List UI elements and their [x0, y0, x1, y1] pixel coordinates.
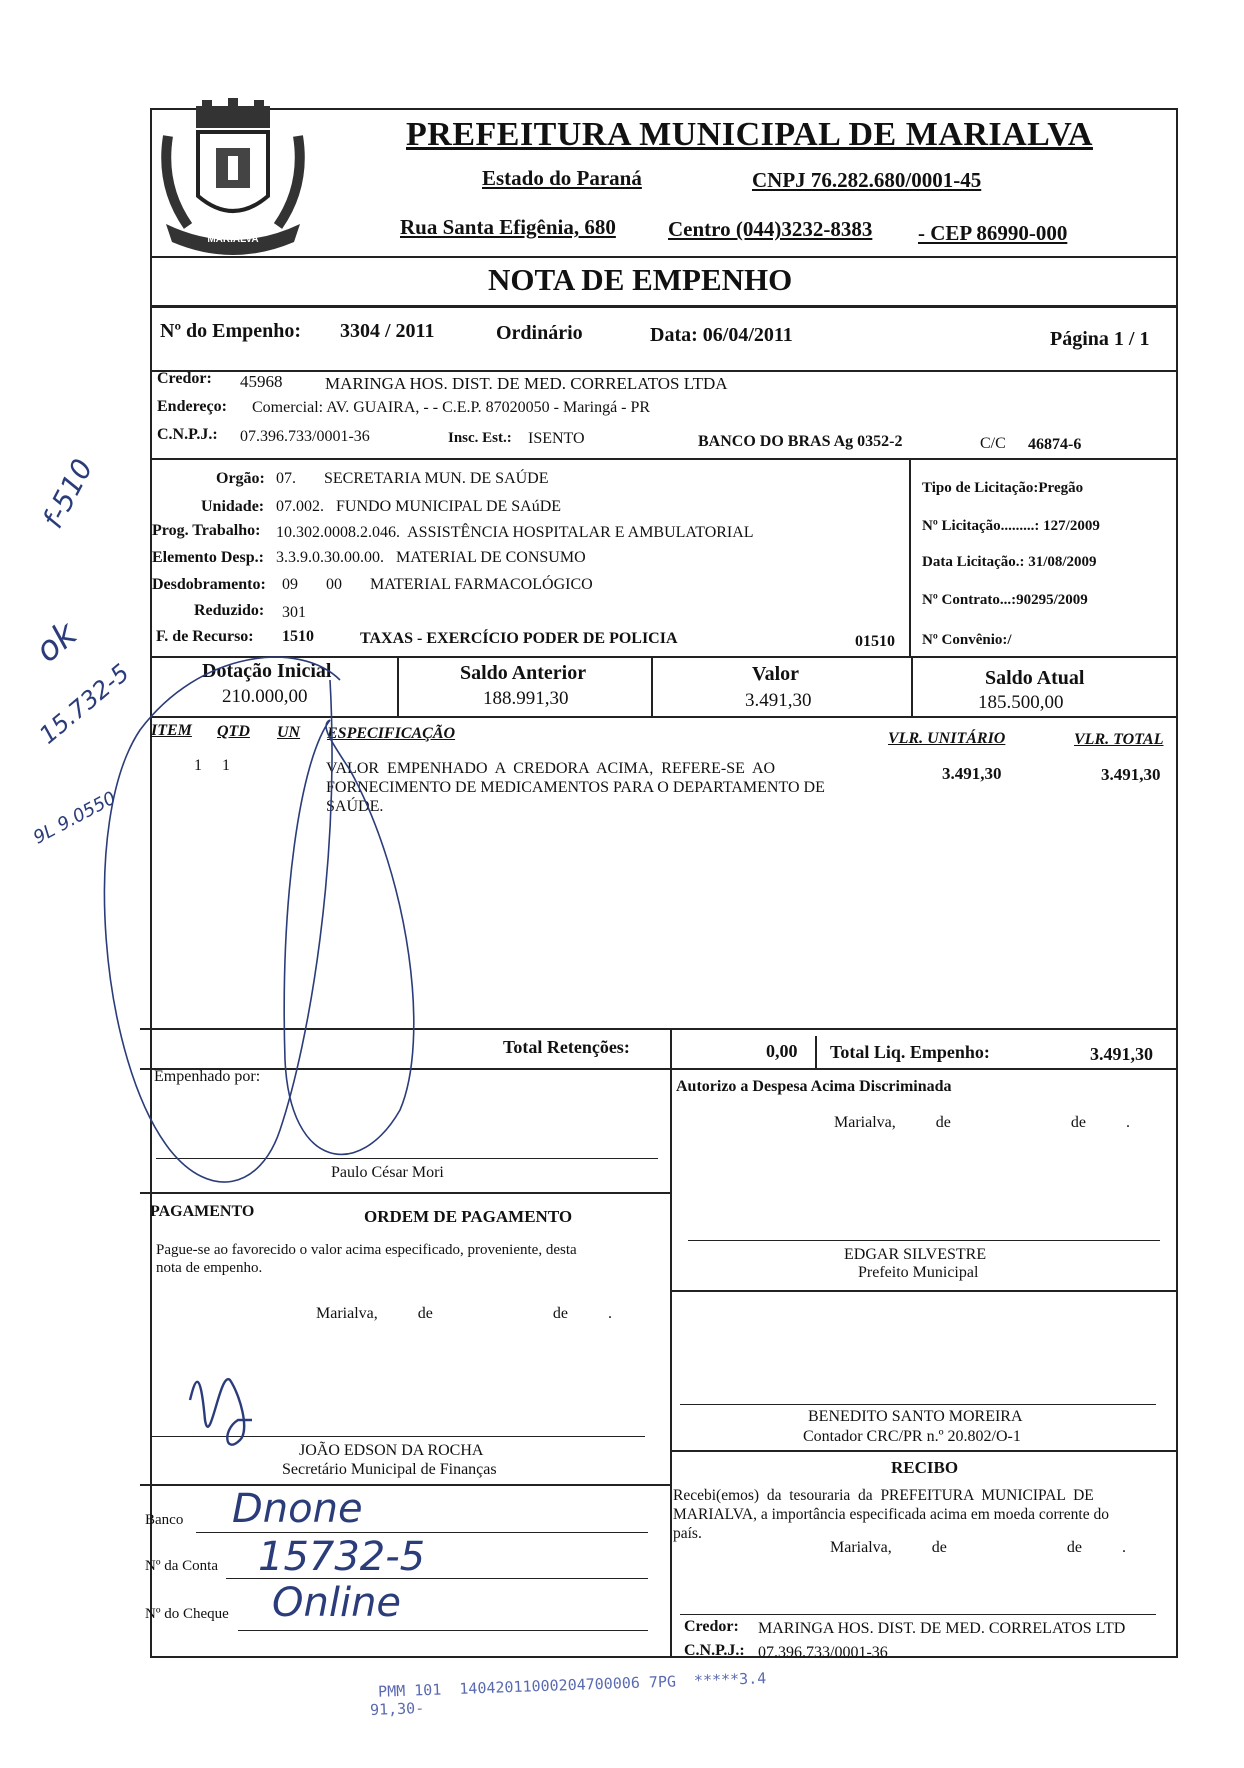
retencoes-value: 0,00: [766, 1041, 798, 1061]
conta-label: Nº da Conta: [145, 1558, 218, 1574]
empenhado-label: Empenhado por:: [154, 1068, 261, 1085]
secretario-role: Secretário Municipal de Finanças: [282, 1461, 497, 1478]
bank-stamp-line2: 91,30-: [369, 1699, 425, 1719]
prefeito-name: EDGAR SILVESTRE: [844, 1246, 987, 1263]
recibo-cnpj-label: C.N.P.J.:: [684, 1642, 745, 1659]
prefeito-role: Prefeito Municipal: [858, 1264, 979, 1281]
contador-role: Contador CRC/PR n.º 20.802/O-1: [803, 1428, 1021, 1445]
bank-info: BANCO DO BRAS Ag 0352-2: [698, 433, 903, 450]
valor-label: Valor: [752, 663, 800, 685]
desdobramento-value: 09 00 MATERIAL FARMACOLÓGICO: [282, 576, 593, 593]
reduzido-value: 301: [282, 604, 306, 621]
row-vlr-unitario: 3.491,30: [942, 764, 1002, 783]
row-qtd: 1: [222, 757, 230, 774]
retencoes-label: Total Retenções:: [503, 1037, 630, 1057]
col-especificacao: ESPECIFICAÇÃO: [327, 725, 456, 742]
col-un: UN: [277, 724, 301, 741]
credor-name: MARINGA HOS. DIST. DE MED. CORRELATOS LTDA: [325, 374, 728, 393]
crest-label: MARIALVA: [207, 234, 259, 245]
num-licitacao: Nº Licitação.........: 127/2009: [922, 518, 1100, 534]
secretario-signature: [190, 1379, 252, 1445]
recibo-line2: MARIALVA, a importância especificada acima em moeda corrente do: [673, 1506, 1109, 1523]
margin-note-3: 15.732-5: [34, 658, 135, 750]
num-convenio: Nº Convênio:/: [922, 632, 1012, 648]
col-item: ITEM: [151, 722, 192, 739]
recibo-title: RECIBO: [891, 1458, 959, 1477]
row-item: 1: [194, 757, 202, 774]
header-cnpj: CNPJ 76.282.680/0001-45: [752, 168, 982, 192]
contador-name: BENEDITO SANTO MOREIRA: [808, 1408, 1023, 1425]
desdobramento-label: Desdobramento:: [152, 576, 266, 593]
cc-value: 46874-6: [1028, 436, 1082, 453]
num-contrato: Nº Contrato...:90295/2009: [922, 592, 1088, 608]
saldo-anterior-value: 188.991,30: [483, 688, 569, 709]
banco-handwritten: Dnone: [232, 1486, 363, 1532]
banco-label: Banco: [145, 1512, 184, 1528]
empenho-label: Nº do Empenho:: [160, 320, 302, 342]
dotacao-inicial-label: Dotação Inicial: [202, 660, 332, 682]
header-cep: - CEP 86990-000: [918, 221, 1068, 245]
page-title: PREFEITURA MUNICIPAL DE MARIALVA: [406, 116, 1093, 153]
dotacao-inicial-value: 210.000,00: [222, 686, 308, 707]
empenhado-signer: Paulo César Mori: [331, 1164, 444, 1181]
row-desc-line3: SAÚDE.: [326, 798, 384, 815]
col-vlr-unitario: VLR. UNITÁRIO: [888, 730, 1006, 747]
cheque-handwritten: Online: [272, 1580, 402, 1626]
liq-value: 3.491,30: [1090, 1044, 1153, 1064]
endereco-label: Endereço:: [157, 398, 227, 415]
data-licitacao: Data Licitação.: 31/08/2009: [922, 554, 1097, 570]
ordem-pagamento-title: ORDEM DE PAGAMENTO: [364, 1207, 573, 1226]
credor-cnpj-label: C.N.P.J.:: [157, 426, 218, 443]
page-number: Página 1 / 1: [1050, 328, 1150, 350]
elemento-label: Elemento Desp.:: [152, 549, 264, 566]
col-qtd: QTD: [217, 723, 250, 740]
margin-note-4: 9L 9.0550: [30, 787, 120, 849]
pagamento-place: Marialva, de de .: [316, 1305, 612, 1322]
credor-label: Credor:: [157, 370, 212, 387]
autorizo-title: Autorizo a Despesa Acima Discriminada: [676, 1078, 952, 1095]
bank-stamp-line1: PMM 101 14042011000204700006 7PG *****3.4: [377, 1669, 767, 1701]
recibo-credor-label: Credor:: [684, 1618, 739, 1635]
saldo-anterior-label: Saldo Anterior: [460, 662, 587, 684]
recurso-label: F. de Recurso:: [156, 628, 254, 645]
empenho-date: Data: 06/04/2011: [650, 324, 793, 346]
insc-value: ISENTO: [528, 430, 585, 447]
recurso-desc: TAXAS - EXERCÍCIO PODER DE POLICIA: [360, 630, 678, 647]
saldo-atual-value: 185.500,00: [978, 692, 1064, 713]
document-title: NOTA DE EMPENHO: [488, 262, 793, 297]
liq-label: Total Liq. Empenho:: [830, 1042, 990, 1062]
tipo-licitacao: Tipo de Licitação:Pregão: [922, 480, 1084, 496]
margin-note-1: f-510: [36, 453, 100, 534]
state-name: Estado do Paraná: [482, 166, 642, 190]
recurso-value: 1510: [282, 628, 314, 645]
recurso-code: 01510: [855, 633, 895, 650]
recibo-cnpj-value: 07.396.733/0001-36: [758, 1644, 888, 1661]
row-desc-line2: FORNECIMENTO DE MEDICAMENTOS PARA O DEPARTAMENTO DE: [326, 779, 825, 796]
reduzido-label: Reduzido:: [194, 602, 265, 619]
margin-note-2: ok: [28, 613, 85, 671]
orgao-value: 07. SECRETARIA MUN. DE SAÚDE: [276, 470, 549, 487]
recibo-place: Marialva, de de .: [830, 1539, 1126, 1556]
recibo-line3: país.: [673, 1525, 702, 1542]
endereco-value: Comercial: AV. GUAIRA, - - C.E.P. 87020050 - Maringá - PR: [252, 399, 651, 416]
prog-label: Prog. Trabalho:: [152, 522, 261, 539]
pagamento-label: PAGAMENTO: [150, 1203, 255, 1220]
conta-handwritten: 15732-5: [258, 1534, 426, 1580]
recibo-line1: Recebi(emos) da tesouraria da PREFEITURA MUNICIPAL DE: [673, 1487, 1094, 1504]
col-vlr-total: VLR. TOTAL: [1074, 731, 1164, 748]
secretario-name: JOÃO EDSON DA ROCHA: [299, 1442, 484, 1459]
row-vlr-total: 3.491,30: [1101, 765, 1161, 784]
valor-value: 3.491,30: [745, 690, 812, 711]
empenho-type: Ordinário: [496, 322, 583, 344]
header-address: Rua Santa Efigênia, 680: [400, 215, 616, 239]
row-desc-line1: VALOR EMPENHADO A CREDORA ACIMA, REFERE-SE AO: [326, 760, 776, 777]
cc-label: C/C: [980, 435, 1006, 452]
orgao-label: Orgão:: [216, 470, 265, 487]
pagamento-text1: Pague-se ao favorecido o valor acima especificado, proveniente, desta: [156, 1242, 577, 1258]
empenho-number: 3304 / 2011: [340, 320, 435, 342]
pagamento-text2: nota de empenho.: [156, 1260, 263, 1276]
unidade-label: Unidade:: [201, 498, 265, 515]
unidade-value: 07.002. FUNDO MUNICIPAL DE SAúDE: [276, 498, 562, 515]
saldo-atual-label: Saldo Atual: [985, 667, 1085, 689]
autorizo-place: Marialva, de de .: [834, 1114, 1130, 1131]
prog-value: 10.302.0008.2.046. ASSISTÊNCIA HOSPITALAR E AMBULATORIAL: [276, 524, 754, 541]
credor-cnpj-value: 07.396.733/0001-36: [240, 428, 370, 445]
elemento-value: 3.3.9.0.30.00.00. MATERIAL DE CONSUMO: [276, 549, 586, 566]
recibo-credor-value: MARINGA HOS. DIST. DE MED. CORRELATOS LTD: [758, 1620, 1126, 1637]
pen-oval-strokes: [104, 657, 413, 1182]
credor-code: 45968: [240, 372, 283, 391]
cheque-label: Nº do Cheque: [145, 1606, 229, 1622]
insc-label: Insc. Est.:: [448, 430, 512, 446]
header-phone: Centro (044)3232-8383: [668, 217, 873, 241]
